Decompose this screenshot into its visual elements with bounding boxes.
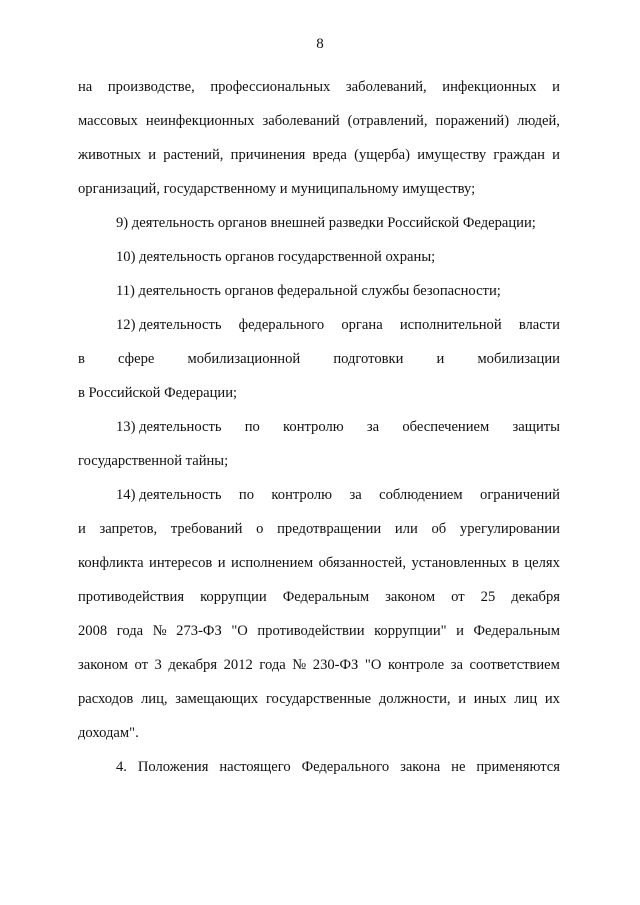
word: исполнением: [231, 555, 314, 571]
text-line: [78, 648, 560, 682]
word: государственные: [265, 691, 372, 707]
word: по: [244, 419, 260, 435]
word: и: [458, 691, 467, 707]
word: исполнительной: [399, 317, 502, 333]
word: от: [451, 589, 465, 605]
text-line: [78, 240, 560, 274]
word: "О: [231, 623, 248, 639]
word: заболеваний,: [345, 79, 427, 95]
word: на: [78, 79, 93, 95]
word: Положения: [137, 759, 209, 775]
word: 9) деятельность органов внешней разведки Российской Федерации;: [116, 215, 536, 231]
paragraph: [78, 206, 560, 240]
word: в: [78, 351, 85, 367]
word: урегулировании: [459, 521, 560, 537]
text-line: [78, 546, 560, 580]
word: №: [152, 623, 167, 639]
word: 10) деятельность органов государственной охраны;: [116, 249, 436, 265]
word: 3: [154, 657, 162, 673]
word: года: [259, 657, 286, 673]
word: декабря: [168, 657, 218, 673]
word: 2008: [78, 623, 108, 639]
word: конфликта: [78, 555, 144, 571]
word: коррупции": [374, 623, 447, 639]
word: сфере: [118, 351, 155, 367]
word: за: [366, 419, 380, 435]
word: (отравлений,: [347, 113, 428, 129]
word: в: [512, 555, 519, 571]
text-line: [78, 104, 560, 138]
word: применяются: [476, 759, 560, 775]
text-line: [78, 410, 560, 444]
word: закона: [400, 759, 441, 775]
word: массовых: [78, 113, 138, 129]
word: животных: [78, 147, 142, 163]
word: расходов: [78, 691, 134, 707]
word: соблюдением: [379, 487, 463, 503]
word: интересов: [149, 555, 213, 571]
text-line: [78, 342, 560, 376]
word: №: [292, 657, 307, 673]
word: и: [78, 521, 86, 537]
word: людей,: [517, 113, 560, 129]
word: в Российской Федерации;: [78, 385, 238, 401]
word: 12) деятельность: [116, 317, 222, 333]
word: и: [217, 555, 226, 571]
word: декабря: [511, 589, 560, 605]
word: об: [431, 521, 447, 537]
word: лиц: [514, 691, 538, 707]
text-line: [78, 138, 560, 172]
word: граждан: [493, 147, 545, 163]
word: 25: [480, 589, 496, 605]
word: замещающих: [175, 691, 259, 707]
word: предотвращении: [277, 521, 382, 537]
word: причинения: [230, 147, 306, 163]
word: обеспечением: [402, 419, 490, 435]
word: коррупции: [200, 589, 267, 605]
word: законом: [78, 657, 128, 673]
word: доходам".: [78, 725, 139, 741]
word: (ущерба): [354, 147, 411, 163]
word: контролю: [283, 419, 344, 435]
word: мобилизационной: [187, 351, 301, 367]
text-line: [78, 478, 560, 512]
word: 14) деятельность: [116, 487, 222, 503]
word: лиц,: [141, 691, 168, 707]
word: поражений): [435, 113, 510, 129]
word: противодействия: [78, 589, 185, 605]
word: установленных: [411, 555, 507, 571]
word: иных: [473, 691, 507, 707]
word: Федерального: [301, 759, 390, 775]
word: федерального: [238, 317, 325, 333]
word: запретов,: [99, 521, 158, 537]
word: их: [544, 691, 560, 707]
word: инфекционных: [442, 79, 537, 95]
text-line: [78, 70, 560, 104]
word: и: [148, 147, 157, 163]
word: по: [238, 487, 255, 503]
word: настоящего: [219, 759, 291, 775]
word: 273-ФЗ: [176, 623, 222, 639]
paragraph: [78, 308, 560, 410]
text-line: [78, 512, 560, 546]
text-line: [78, 308, 560, 342]
text-line: [78, 682, 560, 716]
word: 2012: [223, 657, 253, 673]
text-line: [78, 716, 560, 750]
word: или: [394, 521, 418, 537]
paragraph: [78, 478, 560, 750]
word: Федеральным: [473, 623, 560, 639]
word: органа: [341, 317, 383, 333]
word: профессиональных: [210, 79, 331, 95]
text-line: [78, 274, 560, 308]
word: защиты: [512, 419, 560, 435]
word: государственной тайны;: [78, 453, 229, 469]
word: 13) деятельность: [116, 419, 222, 435]
word: контроле: [387, 657, 445, 673]
word: требований: [170, 521, 243, 537]
word: и: [436, 351, 445, 367]
word: Федеральным: [282, 589, 370, 605]
word: противодействии: [257, 623, 365, 639]
word: и: [456, 623, 464, 639]
word: производстве,: [107, 79, 195, 95]
word: и: [552, 79, 560, 95]
word: ограничений: [480, 487, 560, 503]
text-line: [78, 444, 560, 478]
page-number: 8: [316, 36, 324, 52]
word: не: [451, 759, 466, 775]
word: вреда: [312, 147, 347, 163]
text-line: [78, 376, 560, 410]
paragraph: [78, 70, 560, 206]
word: за: [349, 487, 362, 503]
word: о: [256, 521, 264, 537]
word: за: [450, 657, 463, 673]
paragraph: [78, 410, 560, 478]
word: 4.: [116, 759, 127, 775]
paragraph: [78, 274, 560, 308]
word: обязанностей,: [318, 555, 406, 571]
document-body: [78, 70, 560, 784]
word: растений,: [163, 147, 224, 163]
word: законом: [385, 589, 436, 605]
word: власти: [518, 317, 560, 333]
word: заболеваний: [262, 113, 340, 129]
text-line: [78, 750, 560, 784]
word: имуществу: [417, 147, 487, 163]
word: соответствием: [469, 657, 560, 673]
word: организаций, государственному и муниципальному имуществу;: [78, 181, 476, 197]
paragraph: [78, 240, 560, 274]
word: контролю: [271, 487, 333, 503]
text-line: [78, 172, 560, 206]
word: должности,: [378, 691, 451, 707]
word: неинфекционных: [145, 113, 255, 129]
word: и: [552, 147, 560, 163]
paragraph: [78, 750, 560, 784]
word: года: [116, 623, 144, 639]
text-line: [78, 580, 560, 614]
word: мобилизации: [477, 351, 560, 367]
word: 230-ФЗ: [312, 657, 359, 673]
word: подготовки: [333, 351, 404, 367]
word: 11) деятельность органов федеральной службы безопасности;: [116, 283, 501, 299]
word: целях: [524, 555, 560, 571]
text-line: [78, 614, 560, 648]
word: от: [134, 657, 148, 673]
text-line: [78, 206, 560, 240]
word: "О: [364, 657, 382, 673]
